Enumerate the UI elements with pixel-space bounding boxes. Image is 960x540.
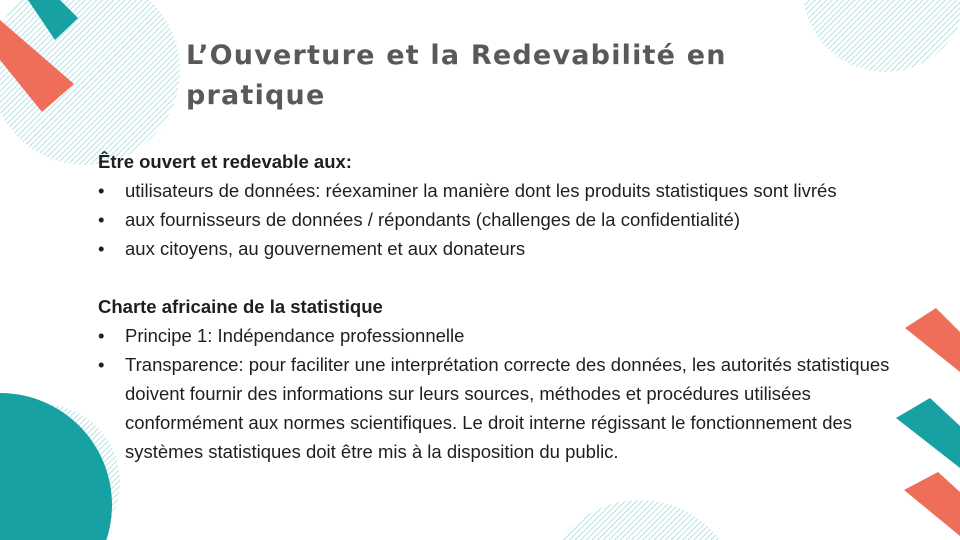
teal-stripe-right (896, 398, 960, 468)
slide-title: L’Ouverture et la Redevabilité en pratique (186, 40, 727, 111)
section-openness (98, 147, 898, 263)
slide-body (98, 147, 898, 466)
list-item: • utilisateurs de données: réexaminer la manière dont les produits statistiques sont livrés (98, 176, 898, 205)
section-charter (98, 292, 898, 466)
bullet-list (98, 176, 898, 263)
list-item: • aux citoyens, au gouvernement et aux donateurs (98, 234, 898, 263)
hatched-circle-bottom-center (540, 500, 740, 540)
section-heading: Être ouvert et redevable aux: (98, 151, 352, 172)
coral-stripe-right-upper (905, 308, 960, 372)
coral-stripe-right-lower (904, 472, 960, 536)
section-heading: Charte africaine de la statistique (98, 296, 383, 317)
list-item: • Principe 1: Indépendance professionnelle (98, 321, 898, 350)
bullet-list (98, 321, 898, 466)
teal-circle-bottom-left (0, 393, 112, 540)
list-item: • Transparence: pour faciliter une interprétation correcte des données, les autorités statistiques doivent fournir des informations sur leurs sources, méthodes et procédures utilisées conformément aux normes scientifiques. Le droit interne régissant le fonctionnement des systèmes statistiques doit être mis à la disposition du public. (98, 350, 898, 466)
list-item: • aux fournisseurs de données / répondants (challenges de la confidentialité) (98, 205, 898, 234)
section-spacer (98, 263, 898, 292)
